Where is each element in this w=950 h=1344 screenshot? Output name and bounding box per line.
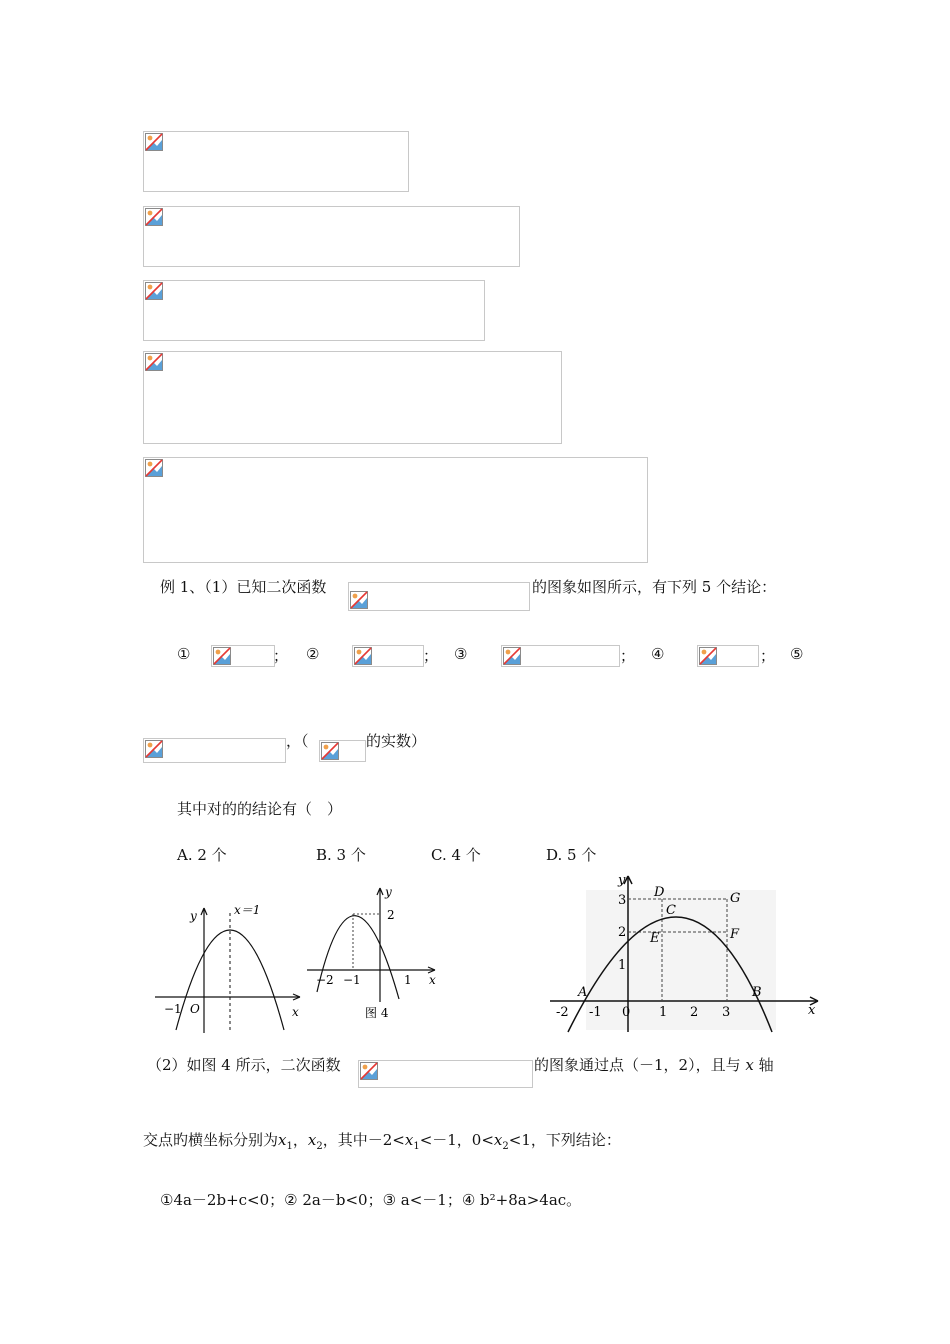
- broken-image-icon: [503, 647, 521, 665]
- broken-image-icon: [145, 353, 163, 371]
- x-tick-m1: -1: [589, 1005, 602, 1020]
- real-number-text: 的实数）: [366, 732, 427, 750]
- tick-1: 1: [404, 973, 412, 987]
- point-label-g: G: [730, 891, 741, 906]
- formula-image: [143, 280, 485, 341]
- figure-caption: 图 4: [365, 1006, 389, 1020]
- tick-minus2: −2: [316, 973, 334, 987]
- example1-intro: 例 1、（1）已知二次函数: [160, 578, 327, 596]
- example2-intro-tail: 的图象通过点（－1，2），且与 x 轴: [534, 1056, 774, 1074]
- x-tick-2: 2: [690, 1005, 699, 1020]
- parabola-figure-1: [150, 898, 310, 1038]
- example2-conclusions: ①4a－2b+c<0；② 2a－b<0；③ a<－1；④ b²+8a>4ac。: [160, 1191, 582, 1209]
- option-b: B. 3 个: [316, 846, 366, 864]
- broken-image-icon: [213, 647, 231, 665]
- example1-intro-tail: 的图象如图所示，有下列 5 个结论：: [532, 578, 777, 596]
- broken-image-icon: [699, 647, 717, 665]
- conclusion-3-marker: ③: [454, 645, 468, 663]
- y-tick-1: 1: [618, 958, 627, 973]
- formula-image: [143, 351, 562, 444]
- x-axis-label: x: [429, 973, 436, 987]
- broken-image-icon: [145, 208, 163, 226]
- origin-label: O: [190, 1002, 200, 1016]
- conclusion-4-marker: ④: [651, 645, 665, 663]
- y-tick-3: 3: [618, 893, 627, 908]
- x-axis-label: x: [808, 1003, 816, 1018]
- point-label-c: C: [666, 903, 676, 918]
- broken-image-icon: [145, 740, 163, 758]
- broken-image-icon: [145, 282, 163, 300]
- broken-image-icon: [145, 133, 163, 151]
- parabola-figure-2: [305, 884, 445, 1024]
- conclusion-5-marker: ⑤: [790, 645, 804, 663]
- separator: ；: [273, 647, 289, 665]
- formula-image: [143, 206, 520, 267]
- formula-image: [358, 1060, 533, 1088]
- y-tick-2: 2: [618, 925, 627, 940]
- x-tick-3: 3: [722, 1005, 731, 1020]
- option-a: A. 2 个: [177, 846, 227, 864]
- parabola-figure-3: [546, 866, 826, 1036]
- x-tick-0: 0: [622, 1005, 631, 1020]
- y-axis-label: y: [190, 909, 197, 923]
- example2-intro: （2）如图 4 所示，二次函数: [147, 1056, 341, 1074]
- option-c: C. 4 个: [431, 846, 481, 864]
- formula-image: [501, 645, 620, 667]
- broken-image-icon: [145, 459, 163, 477]
- formula-image: [143, 457, 648, 563]
- formula-image: [211, 645, 275, 667]
- y-axis-label: y: [385, 885, 392, 899]
- formula-image: [348, 582, 530, 611]
- point-label-d: D: [654, 885, 665, 900]
- separator: ；: [423, 647, 439, 665]
- broken-image-icon: [354, 647, 372, 665]
- conclusion-1-marker: ①: [177, 645, 191, 663]
- point-label-a: A: [578, 985, 588, 1000]
- formula-image: [697, 645, 759, 667]
- conclusion-2-marker: ②: [306, 645, 320, 663]
- formula-image: [352, 645, 424, 667]
- separator: ；: [760, 647, 776, 665]
- point-label-e: E: [650, 931, 660, 946]
- x-tick-1: 1: [659, 1005, 668, 1020]
- formula-image: [143, 738, 286, 763]
- point-label-f: F: [730, 927, 740, 942]
- comma-paren: ，（: [286, 732, 309, 750]
- x-tick-m2: -2: [556, 1005, 569, 1020]
- point-label-b: B: [752, 985, 762, 1000]
- broken-image-icon: [321, 742, 339, 760]
- separator: ；: [620, 647, 636, 665]
- x-axis-label: x: [292, 1005, 299, 1019]
- tick-minus1: −1: [343, 973, 361, 987]
- line-label: x＝1: [234, 903, 261, 917]
- tick-2: 2: [387, 908, 395, 922]
- broken-image-icon: [360, 1062, 378, 1080]
- formula-image: [143, 131, 409, 192]
- example2-roots-line: 交点旳横坐标分别为$x_1$，$x_2$，其中$-2<x_1<-1$，$0<x_2<1$，下列结论：: [143, 1131, 621, 1152]
- question-text: 其中对的的结论有（ ）: [177, 800, 343, 818]
- y-axis-label: y: [618, 873, 626, 888]
- broken-image-icon: [350, 591, 368, 609]
- tick-minus1: −1: [164, 1002, 182, 1016]
- formula-image: [319, 740, 366, 762]
- option-d: D. 5 个: [546, 846, 597, 864]
